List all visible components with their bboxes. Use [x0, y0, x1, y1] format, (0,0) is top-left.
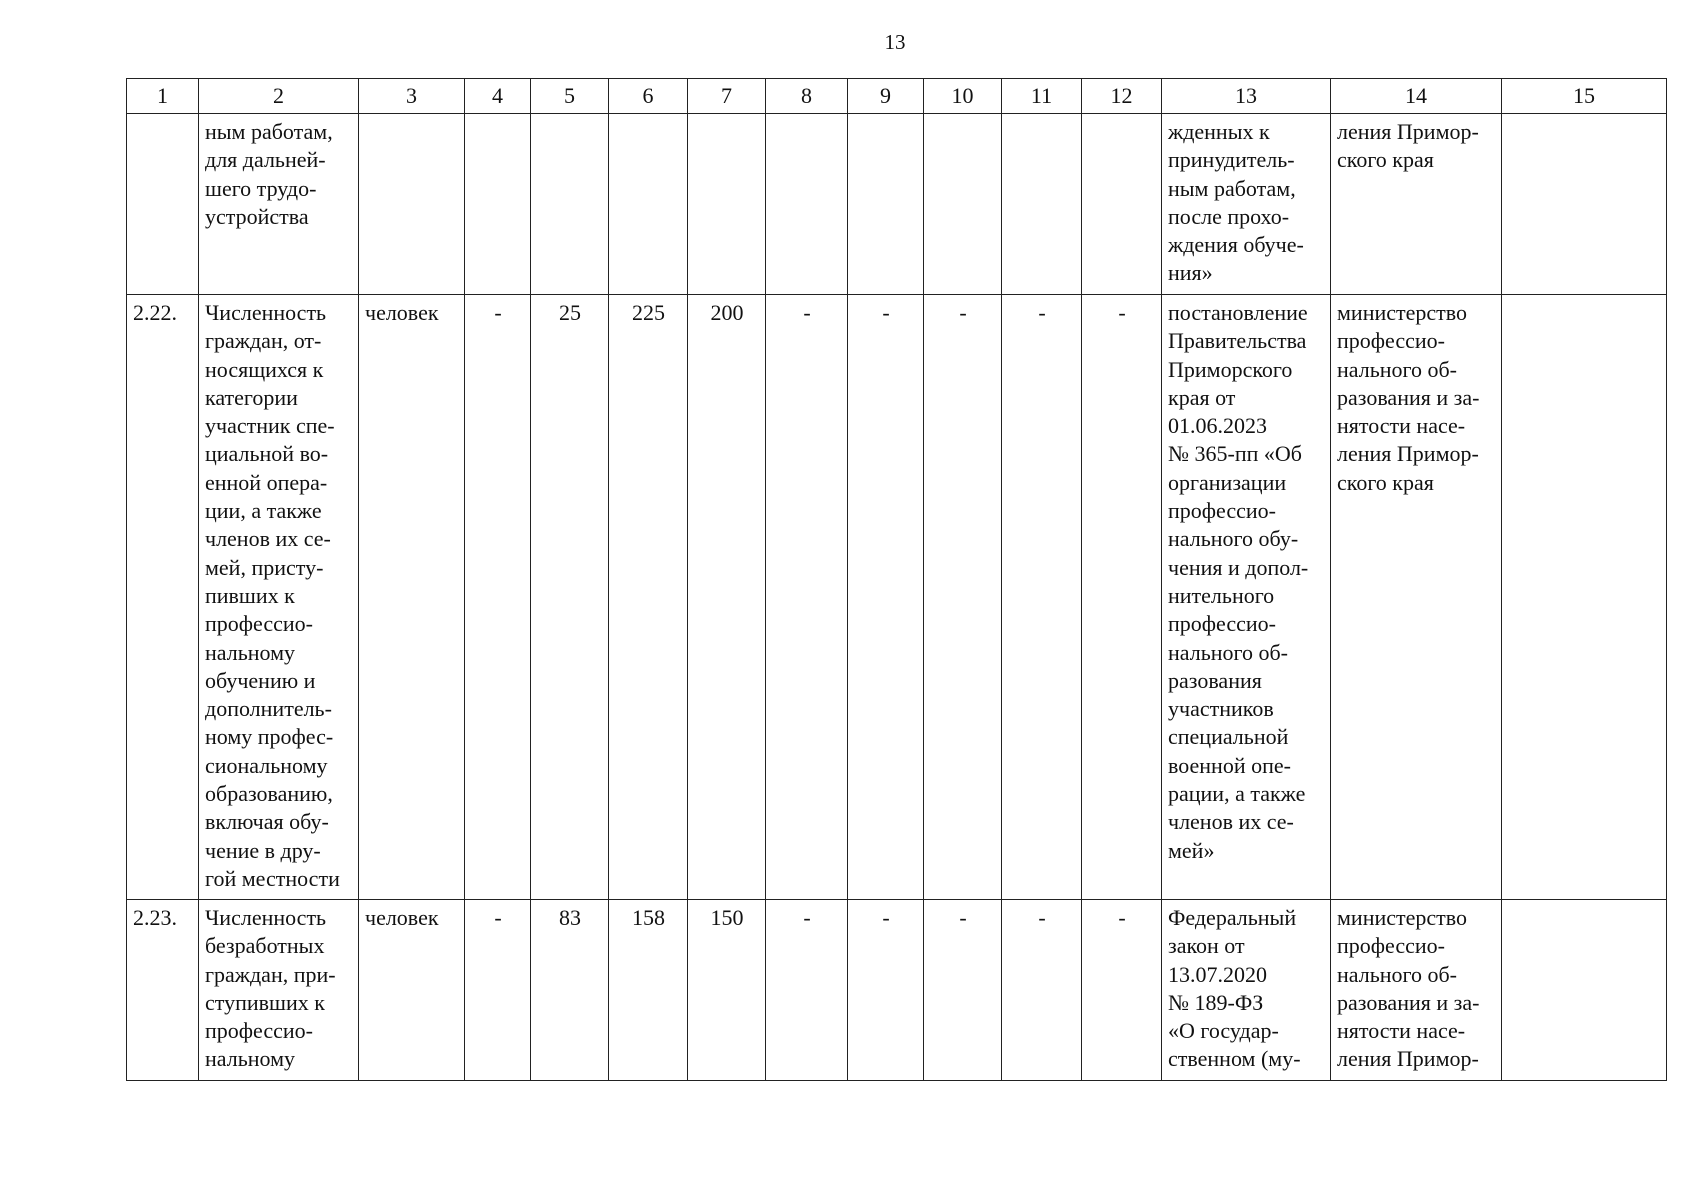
column-header: 11: [1002, 79, 1082, 114]
value-cell-9: [848, 114, 924, 295]
column-header: 15: [1502, 79, 1667, 114]
column-header: 5: [531, 79, 609, 114]
value-cell-7: [688, 114, 766, 295]
value-cell-4: [465, 114, 531, 295]
indicator-name-cell: Численность граждан, от- носящихся к категории участник спе- циальной во- енной опера- ции, а также членов их се- мей, присту- пивших к профессио- нальному обучению и дополнитель- ному профес- сиональному образованию, включая обу- чение в дру- гой местности: [199, 295, 359, 900]
table-row: [127, 900, 1667, 1081]
value-cell-9: -: [848, 295, 924, 900]
value-cell-6: [609, 114, 688, 295]
column-header: 8: [766, 79, 848, 114]
value-cell-8: -: [766, 295, 848, 900]
unit-cell: человек: [359, 900, 465, 1081]
value-cell-8: -: [766, 900, 848, 1081]
responsible-cell: ления Примор- ского края: [1331, 114, 1502, 295]
column-header: 12: [1082, 79, 1162, 114]
table-header-row: [127, 79, 1667, 114]
legal-basis-cell: Федеральный закон от 13.07.2020 № 189-ФЗ «О государ- ственном (му-: [1162, 900, 1331, 1081]
indicators-table: [126, 78, 1667, 1081]
value-cell-5: [531, 114, 609, 295]
page-number: 13: [884, 30, 906, 54]
value-cell-6: 158: [609, 900, 688, 1081]
column-header: 3: [359, 79, 465, 114]
value-cell-8: [766, 114, 848, 295]
responsible-cell: министерство профессио- нального об- разования и за- нятости насе- ления Примор- ского края: [1331, 295, 1502, 900]
value-cell-5: 25: [531, 295, 609, 900]
responsible-cell: министерство профессио- нального об- разования и за- нятости насе- ления Примор-: [1331, 900, 1502, 1081]
value-cell-11: -: [1002, 900, 1082, 1081]
row-number-cell: [127, 114, 199, 295]
value-cell-4: -: [465, 900, 531, 1081]
value-cell-10: [924, 114, 1002, 295]
legal-basis-cell: жденных к принудитель- ным работам, после прохо- ждения обуче- ния»: [1162, 114, 1331, 295]
column-header: 7: [688, 79, 766, 114]
indicator-name-cell: Численность безработных граждан, при- ступивших к профессио- нальному: [199, 900, 359, 1081]
value-cell-12: -: [1082, 295, 1162, 900]
value-cell-9: -: [848, 900, 924, 1081]
column-header: 1: [127, 79, 199, 114]
row-number-cell: 2.23.: [127, 900, 199, 1081]
notes-cell: [1502, 900, 1667, 1081]
legal-basis-cell: постановление Правительства Приморского края от 01.06.2023 № 365-пп «Об организации профессио- нального обу- чения и допол- нительного профессио- нального об- разования участников специальной военной опе- рации, а также членов их се- мей»: [1162, 295, 1331, 900]
notes-cell: [1502, 114, 1667, 295]
column-header: 2: [199, 79, 359, 114]
notes-cell: [1502, 295, 1667, 900]
unit-cell: [359, 114, 465, 295]
unit-cell: человек: [359, 295, 465, 900]
column-header: 13: [1162, 79, 1331, 114]
table-row: [127, 114, 1667, 295]
value-cell-10: -: [924, 295, 1002, 900]
value-cell-6: 225: [609, 295, 688, 900]
value-cell-12: [1082, 114, 1162, 295]
column-header: 10: [924, 79, 1002, 114]
value-cell-4: -: [465, 295, 531, 900]
value-cell-10: -: [924, 900, 1002, 1081]
value-cell-11: [1002, 114, 1082, 295]
table-row: [127, 295, 1667, 900]
value-cell-7: 150: [688, 900, 766, 1081]
column-header: 4: [465, 79, 531, 114]
value-cell-5: 83: [531, 900, 609, 1081]
value-cell-11: -: [1002, 295, 1082, 900]
indicator-name-cell: ным работам, для дальней- шего трудо- устройства: [199, 114, 359, 295]
column-header: 14: [1331, 79, 1502, 114]
value-cell-12: -: [1082, 900, 1162, 1081]
column-header: 6: [609, 79, 688, 114]
value-cell-7: 200: [688, 295, 766, 900]
column-header: 9: [848, 79, 924, 114]
row-number-cell: 2.22.: [127, 295, 199, 900]
